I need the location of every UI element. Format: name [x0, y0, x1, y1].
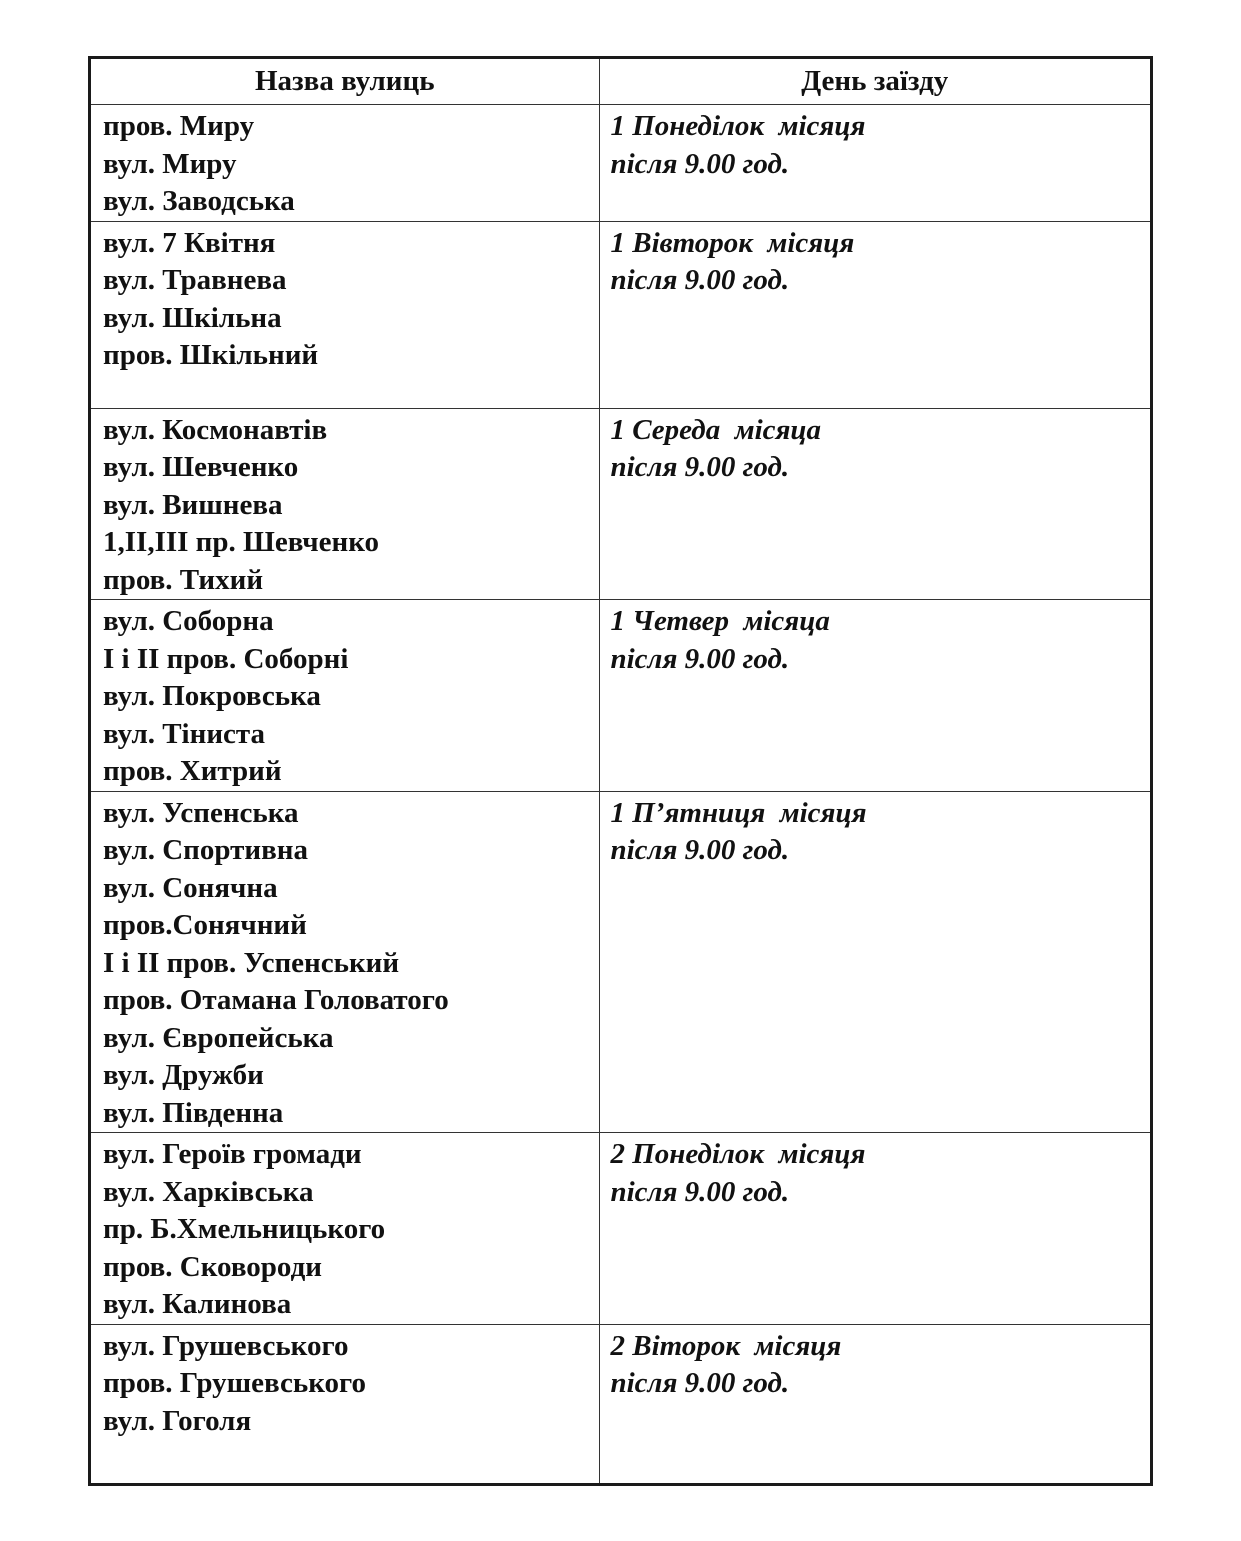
table-row [91, 1133, 1150, 1325]
schedule-table [91, 59, 1150, 1483]
street-name: вул. Соборна [103, 605, 274, 637]
collection-day: 2 Віторок місяця [610, 1329, 842, 1362]
street-name: вул. Тіниста [103, 717, 266, 750]
collection-time: після 9.00 год. [610, 451, 790, 483]
table-row [91, 600, 1150, 792]
street-name: пров. Хитрий [103, 755, 282, 787]
table-row [91, 408, 1150, 600]
collection-day: 1 Середа місяца [610, 413, 822, 446]
street-name: пр. Б.Хмельницького [103, 1213, 386, 1245]
street-name: вул. Шевченко [103, 451, 299, 483]
schedule-document [88, 56, 1153, 1486]
collection-time: після 9.00 год. [610, 1367, 790, 1399]
day-cell [599, 600, 1150, 792]
day-cell [599, 408, 1150, 600]
street-name: вул. Харківська [103, 1175, 314, 1208]
collection-time: після 9.00 год. [610, 834, 790, 866]
street-name: вул. Героїв громади [103, 1138, 362, 1170]
collection-day: 1 Вівторок місяця [610, 226, 855, 259]
street-name: вул. Калинова [103, 1288, 292, 1320]
street-name: вул. Сонячна [103, 871, 278, 904]
street-name: вул. Спортивна [103, 834, 308, 866]
street-name: пров.Сонячний [103, 909, 307, 941]
collection-time: після 9.00 год. [610, 1175, 790, 1208]
street-name: І і ІІ пров. Соборні [103, 642, 349, 675]
street-name: вул. Космонавтів [103, 413, 328, 446]
header-day: День заїзду [599, 59, 1150, 105]
street-name: вул. Покровська [103, 680, 321, 712]
streets-cell [91, 791, 599, 1133]
street-name: вул. Вишнева [103, 488, 283, 521]
street-name: вул. Гоголя [103, 1404, 252, 1437]
collection-day: 2 Понеділок місяця [610, 1138, 866, 1170]
header-row [91, 59, 1150, 105]
street-name: вул. Травнева [103, 264, 287, 296]
streets-cell [91, 1133, 599, 1325]
collection-time: після 9.00 год. [610, 147, 790, 180]
streets-cell [91, 221, 599, 408]
day-cell [599, 791, 1150, 1133]
collection-day: 1 Четвер місяца [610, 605, 830, 637]
day-cell [599, 221, 1150, 408]
collection-time: після 9.00 год. [610, 642, 790, 675]
table-row [91, 221, 1150, 408]
street-name: вул. Європейська [103, 1021, 334, 1054]
street-name: вул. Грушевського [103, 1329, 349, 1362]
street-name: вул. Шкільна [103, 301, 282, 334]
street-name: 1,ІІ,ІІІ пр. Шевченко [103, 526, 380, 558]
streets-cell [91, 408, 599, 600]
streets-cell [91, 1324, 599, 1483]
table-row [91, 105, 1150, 222]
street-name: вул. Миру [103, 147, 237, 180]
header-streets: Назва вулиць [91, 59, 599, 105]
street-name: вул. Заводська [103, 185, 295, 217]
day-cell [599, 105, 1150, 222]
streets-cell [91, 105, 599, 222]
street-name: пров. Отамана Головатого [103, 984, 449, 1016]
street-name: І і ІІ пров. Успенський [103, 946, 400, 979]
table-row [91, 791, 1150, 1133]
street-name: вул. 7 Квітня [103, 226, 276, 259]
street-name: пров. Сковороди [103, 1250, 322, 1283]
street-name: вул. Дружби [103, 1059, 264, 1091]
street-name: вул. Південна [103, 1096, 284, 1129]
street-name: вул. Успенська [103, 796, 299, 829]
day-cell [599, 1324, 1150, 1483]
collection-day: 1 П’ятниця місяця [610, 796, 867, 829]
collection-day: 1 Понеділок місяця [610, 110, 866, 142]
streets-cell [91, 600, 599, 792]
street-name: пров. Тихий [103, 563, 264, 596]
table-row [91, 1324, 1150, 1483]
street-name: пров. Шкільний [103, 339, 319, 371]
street-name: пров. Грушевського [103, 1367, 366, 1399]
street-name: пров. Миру [103, 110, 255, 142]
day-cell [599, 1133, 1150, 1325]
collection-time: після 9.00 год. [610, 264, 790, 296]
